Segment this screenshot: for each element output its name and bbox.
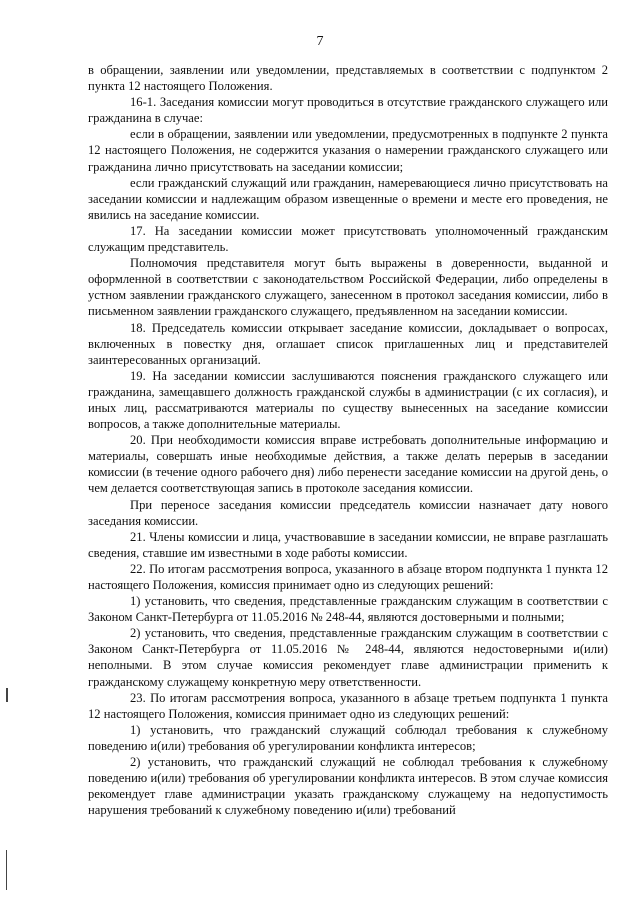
paragraph-23-decision-2: 2) установить, что гражданский служащий не соблюдал требования к служебному поведению и(или) требования об урегулировании конфликта интересов. В этом случае комиссия рекомендует главе администрации указать гражданскому служащему на недопустимость нарушения требований к служебному поведению и(или) требований [88,755,608,818]
document-body [88,62,608,818]
paragraph-17-powers: Полномочия представителя могут быть выражены в доверенности, выданной и оформленной в соответствии с законодательством Российской Федерации, либо определены в устном заявлении гражданского служащего, занесенном в протокол заседания комиссии, либо в письменном заявлении гражданского служащего, предъявленном на заседании комиссии. [88,256,608,319]
paragraph-22-decision-1: 1) установить, что сведения, представленные гражданским служащим в соответствии с Законом Санкт-Петербурга от 11.05.2016 № 248-44, являются достоверными и полными; [88,594,608,625]
scan-margin-mark [6,688,8,702]
paragraph-17: 17. На заседании комиссии может присутствовать уполномоченный гражданским служащим представитель. [88,223,608,255]
paragraph-16-1: 16-1. Заседания комиссии могут проводиться в отсутствие гражданского служащего или гражданина в случае: [88,95,608,126]
paragraph-22: 22. По итогам рассмотрения вопроса, указанного в абзаце втором подпункта 1 пункта 12 настоящего Положения, комиссия принимает одно из следующих решений: [88,561,608,592]
paragraph-18: 18. Председатель комиссии открывает заседание комиссии, докладывает о вопросах, включенных в повестку дня, оглашает список приглашенных лиц и представителей заинтересованных организаций. [88,320,608,367]
paragraph-19: 19. На заседании комиссии заслушиваются пояснения гражданского служащего или гражданина, замещавшего должность гражданской службы в администрации (с их согласия), и иных лиц, рассматриваются материалы по существу вынесенных на заседание комиссии вопросов, а также дополнительные материалы. [88,368,608,432]
paragraph-16-1-case-1: если в обращении, заявлении или уведомлении, предусмотренных в подпункте 2 пункта 12 настоящего Положения, не содержится указания о намерении гражданского служащего или гражданина лично присутствовать на заседании комиссии; [88,127,608,174]
scan-margin-mark [6,850,7,890]
paragraph-22-decision-2: 2) установить, что сведения, представленные гражданским служащим в соответствии с Законом Санкт-Петербурга от 11.05.2016 № 248-44, являются недостоверными и(или) неполными. В этом случае комиссия рекомендует главе администрации применить к гражданскому служащему конкретную меру ответственности. [88,626,608,689]
paragraph-20-postpone: При переносе заседания комиссии председатель комиссии назначает дату нового заседания комиссии. [88,497,608,528]
paragraph-16-1-case-2: если гражданский служащий или гражданин, намеревающиеся лично присутствовать на заседании комиссии и надлежащим образом извещенные о времени и месте его проведения, не явились на заседание комиссии. [88,175,608,222]
page-number: 7 [316,34,324,49]
paragraph-23: 23. По итогам рассмотрения вопроса, указанного в абзаце третьем подпункта 1 пункта 12 настоящего Положения, комиссия принимает одно из следующих решений: [88,690,608,721]
paragraph-20: 20. При необходимости комиссия вправе истребовать дополнительные информацию и материалы, совершать иные необходимые действия, а также делать перерыв в заседании комиссии (в течение одного рабочего дня) либо перенести заседание комиссии на другой день, о чем делается соответствующая запись в протоколе заседания комиссии. [88,433,608,496]
paragraph-continuation: в обращении, заявлении или уведомлении, представляемых в соответствии с подпунктом 2 пункта 12 настоящего Положения. [88,63,608,94]
paragraph-23-decision-1: 1) установить, что гражданский служащий соблюдал требования к служебному поведению и(или) требования об урегулировании конфликта интересов; [88,722,608,753]
paragraph-21: 21. Члены комиссии и лица, участвовавшие в заседании комиссии, не вправе разглашать сведения, ставшие им известными в ходе работы комиссии. [88,529,608,560]
